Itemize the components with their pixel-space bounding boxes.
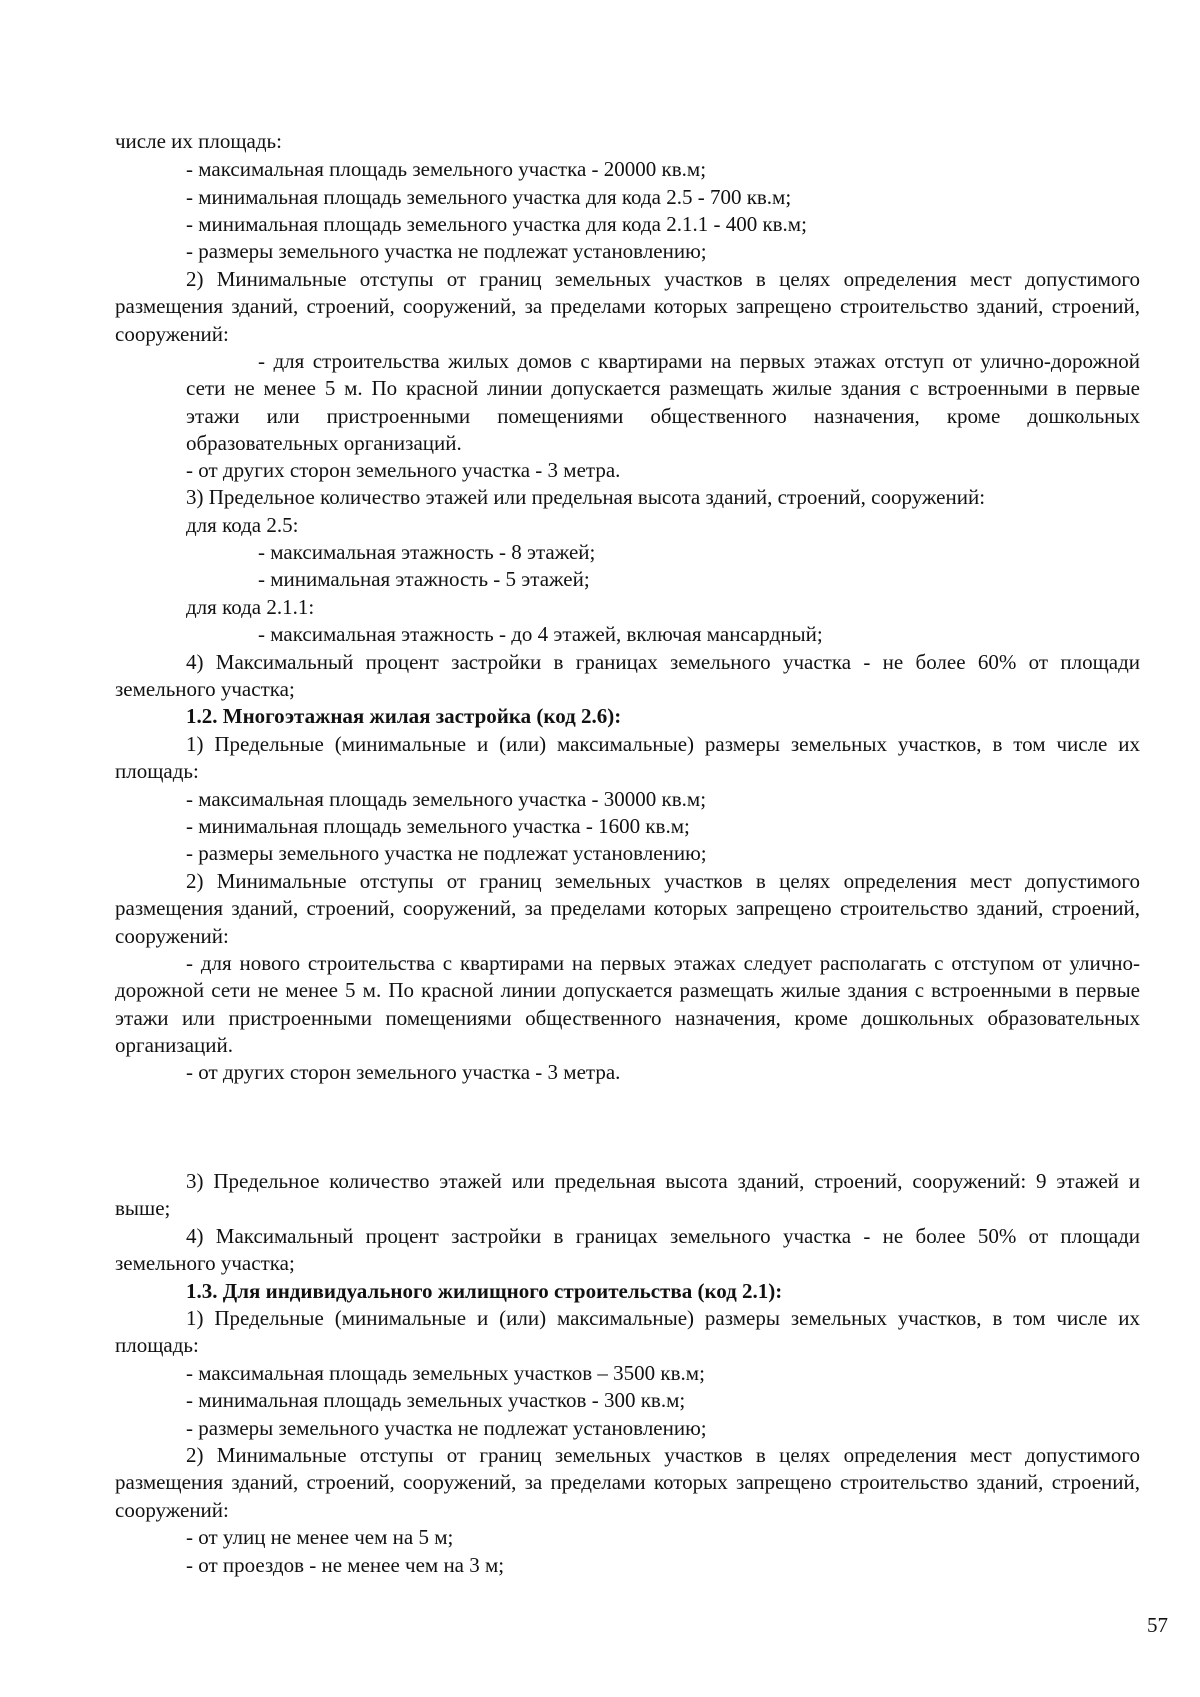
list-item: - от других сторон земельного участка - 3 метра. — [186, 1060, 621, 1084]
list-item: - максимальная площадь земельных участков – 3500 кв.м; — [186, 1361, 705, 1385]
paragraph: 2) Минимальные отступы от границ земельных участков в целях определения мест допустимого размещения зданий, строений, сооружений, за пределами которых запрещено строительство зданий, строений, сооружений: — [115, 267, 1140, 346]
list-item: - минимальная площадь земельного участка для кода 2.1.1 - 400 кв.м; — [186, 212, 807, 236]
paragraph: 4) Максимальный процент застройки в границах земельного участка - не более 60% от площади земельного участка; — [115, 650, 1140, 702]
paragraph: 2) Минимальные отступы от границ земельных участков в целях определения мест допустимого размещения зданий, строений, сооружений, за пределами которых запрещено строительство зданий, строений, сооружений: — [115, 1443, 1140, 1522]
list-item: - максимальная этажность - до 4 этажей, включая мансардный; — [258, 622, 823, 646]
list-item: - минимальная площадь земельного участка - 1600 кв.м; — [186, 814, 690, 838]
paragraph: 2) Минимальные отступы от границ земельных участков в целях определения мест допустимого размещения зданий, строений, сооружений, за пределами которых запрещено строительство зданий, строений, сооружений: — [115, 869, 1140, 948]
paragraph: 1) Предельные (минимальные и (или) максимальные) размеры земельных участков, в том числе их площадь: — [115, 732, 1140, 784]
page-number: 57 — [1147, 1613, 1168, 1637]
text-line: для кода 2.1.1: — [186, 595, 315, 619]
text-line: для кода 2.5: — [186, 513, 299, 537]
paragraph: 4) Максимальный процент застройки в границах земельного участка - не более 50% от площади земельного участка; — [115, 1224, 1140, 1276]
paragraph: - для строительства жилых домов с квартирами на первых этажах отступ от улично-дорожной сети не менее 5 м. По красной линии допускается размещать жилые здания с встроенными в первые этажи или пристроенными помещениями общественного назначения, кроме дошкольных образовательных организаций. — [186, 349, 1140, 456]
list-item: - минимальная площадь земельного участка для кода 2.5 - 700 кв.м; — [186, 185, 792, 209]
list-item: - максимальная площадь земельного участка - 20000 кв.м; — [186, 157, 707, 181]
list-item: - максимальная площадь земельного участка - 30000 кв.м; — [186, 787, 707, 811]
list-item: - от других сторон земельного участка - 3 метра. — [186, 458, 621, 482]
list-item: - размеры земельного участка не подлежат установлению; — [186, 841, 707, 865]
section-heading: 1.3. Для индивидуального жилищного строительства (код 2.1): — [186, 1279, 783, 1303]
text-line: числе их площадь: — [115, 129, 282, 153]
list-item: - от проездов - не менее чем на 3 м; — [186, 1553, 505, 1577]
list-item: - максимальная этажность - 8 этажей; — [258, 540, 596, 564]
list-item: - размеры земельного участка не подлежат установлению; — [186, 239, 707, 263]
paragraph: - для нового строительства с квартирами на первых этажах следует располагать с отступом от улично-дорожной сети не менее 5 м. По красной линии допускается размещать жилые здания с встроенными в первые этажи или пристроенными помещениями общественного назначения, кроме дошкольных образовательных организаций. — [115, 951, 1140, 1058]
paragraph: 3) Предельное количество этажей или предельная высота зданий, строений, сооружений: — [186, 485, 986, 509]
list-item: - размеры земельного участка не подлежат установлению; — [186, 1416, 707, 1440]
list-item: - минимальная площадь земельных участков - 300 кв.м; — [186, 1388, 686, 1412]
paragraph: 3) Предельное количество этажей или предельная высота зданий, строений, сооружений: 9 этажей и выше; — [115, 1169, 1140, 1221]
list-item: - минимальная этажность - 5 этажей; — [258, 567, 590, 591]
paragraph: 1) Предельные (минимальные и (или) максимальные) размеры земельных участков, в том числе их площадь: — [115, 1306, 1140, 1358]
list-item: - от улиц не менее чем на 5 м; — [186, 1525, 454, 1549]
section-heading: 1.2. Многоэтажная жилая застройка (код 2.6): — [186, 704, 622, 728]
